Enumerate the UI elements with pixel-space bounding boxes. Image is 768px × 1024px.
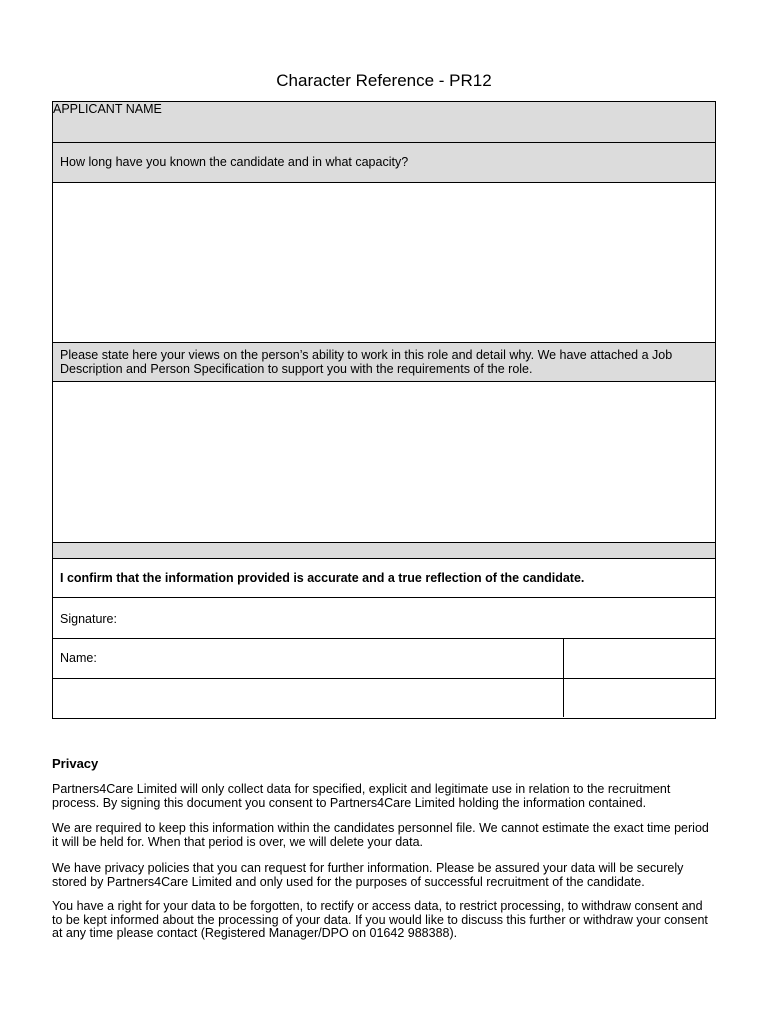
privacy-paragraph: We are required to keep this information within the candidates personnel file. We cannot estimate the exact time period it will be held for. When that period is over, we will delete your data. bbox=[52, 821, 709, 849]
privacy-heading: Privacy bbox=[52, 756, 99, 771]
applicant-name-label: APPLICANT NAME bbox=[53, 102, 162, 116]
known-answer-field[interactable] bbox=[52, 182, 716, 343]
signature-label: Signature: bbox=[60, 612, 117, 626]
views-question-text: Please state here your views on the person’s ability to work in this role and detail why. We have attached a Job Description and Person Specification to support you with the requirements of the role. bbox=[60, 348, 673, 376]
page-title: Character Reference - PR12 bbox=[276, 71, 492, 90]
applicant-name-row[interactable] bbox=[52, 101, 716, 143]
privacy-paragraph: We have privacy policies that you can request for further information. Please be assured your data will be securely stored by Partners4Care Limited and only used for the purposes of successful recruitment of the candidate. bbox=[52, 861, 684, 889]
name-label: Name: bbox=[60, 651, 97, 665]
extra-field[interactable] bbox=[564, 679, 715, 717]
confirmation-text: I confirm that the information provided is accurate and a true reflection of the candidate. bbox=[60, 571, 585, 585]
known-question-text: How long have you known the candidate and in what capacity? bbox=[60, 155, 409, 169]
confirmation-row bbox=[52, 558, 716, 598]
date-field[interactable] bbox=[564, 639, 715, 678]
separator-strip bbox=[52, 542, 716, 559]
views-question-header bbox=[52, 342, 716, 382]
views-answer-field[interactable] bbox=[52, 381, 716, 543]
known-question-header bbox=[52, 142, 716, 183]
privacy-paragraph: Partners4Care Limited will only collect data for specified, explicit and legitimate use in relation to the recruitment process. By signing this document you consent to Partners4Care Limited holding the information contained. bbox=[52, 782, 671, 810]
privacy-paragraph: You have a right for your data to be forgotten, to rectify or access data, to restrict processing, to withdraw consent and to be kept informed about the processing of your data. If you would like to discuss this further or withdraw your consent at any time please contact (Registered Manager/DPO on 01642 988388). bbox=[52, 899, 708, 940]
signature-row[interactable] bbox=[52, 597, 716, 639]
